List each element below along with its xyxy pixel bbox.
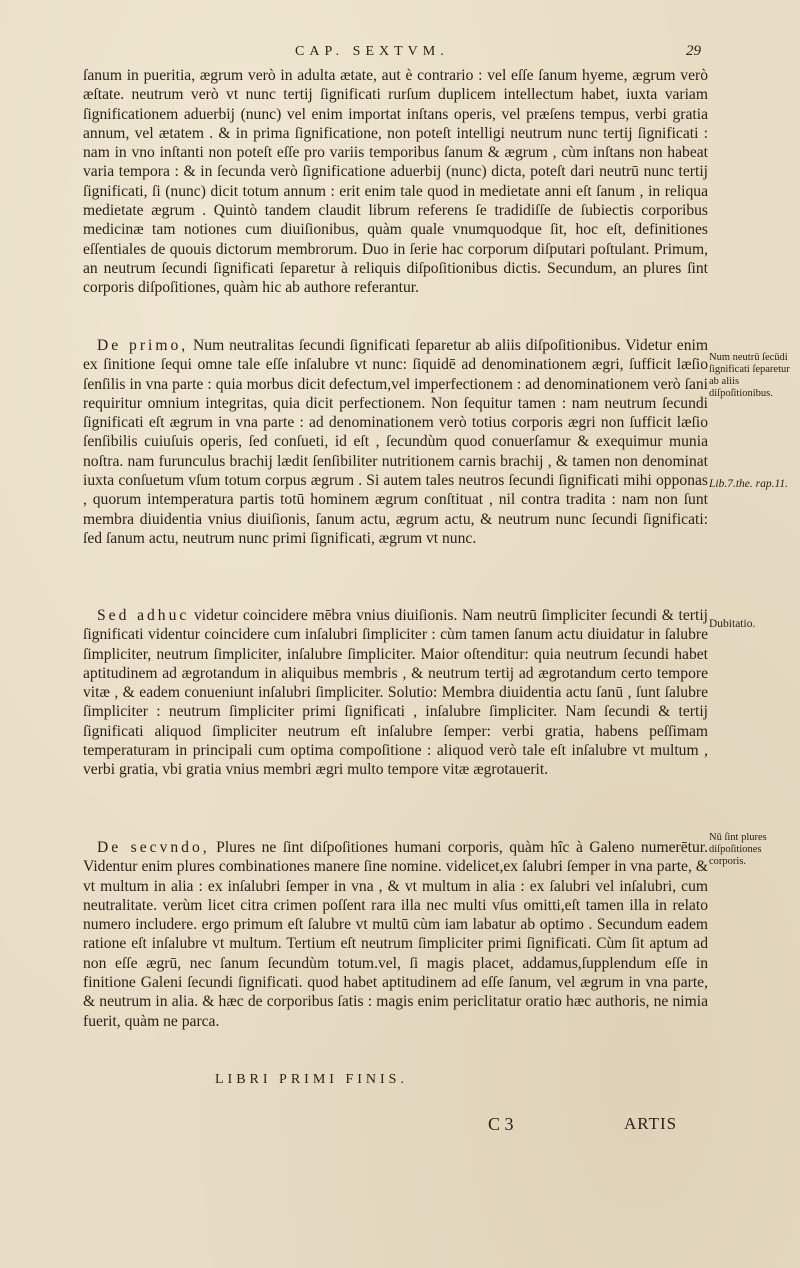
paragraph-3 — [83, 606, 708, 838]
paragraph-2-text: Num neutralitas ſecundi ſignificati ſeparetur ab aliis diſpoſitionibus. Videtur enim ex ſinitione ſequi omne tale eſſe inſalubre vt nunc: ſiquidē ad denominationem ægri, ſufficit læſio ſenſilis in vna parte : quia morbus dicit defectum,vel imperfectionem : ad denominationem verò ſani requiritur omnium integritas, quia dicit perfectionem. Non ſequitur tamen : nam neutrum ſecundi ſignificati eſt ægrum in vna parte : ad denominationem verò totius corporis ægri non ſufficit læſio ſenſibilis cuiuſuis operis, ſed conſueti, id eſt , ſecundùm quod conuerſamur & exequimur munia noſtra. nam furunculus brachij lædit ſenſibiliter nutritionem carnis brachij , & tamen non denominat iuxta conſuetum vſum totum corpus ægrum . Si autem tales neutros ſecundi ſignificati mihi opponas , quorum intemperatura partis totū hominem ægrum conſtituat , nil contra tradita : nam non ſunt membra diuidentia vnius diuiſionis, ſanum actu, ægrum actu, & neutrum nunc ſecundi ſignificati: ſed ſanum actu, neutrum nunc primi ſignificati, ægrum vt nunc. — [83, 337, 708, 547]
page-header — [0, 44, 800, 66]
page-number: 29 — [686, 43, 701, 59]
section-lead: De secvndo, — [97, 839, 210, 856]
signature-mark: C 3 — [488, 1114, 514, 1134]
margin-note-4: Nū ſint plures diſpoſitiones corporis. — [709, 832, 767, 867]
paragraph-4-text: Plures ne ſint diſpoſitiones humani corporis, quàm hîc à Galeno numerētur. Videntur enim plures combinationes manere ſine nomine. videlicet,ex ſalubri ſemper in vna parte, & vt multum in alia : ex inſalubri ſemper in vna , & vt multum in alia : ex ſalubri vel inſalubri, cum neutralitate. verùm licet citra crimen poſſent rara illa nec multi vſus omitti,eſt tamen illa in relato numero includere. ergo primum eſt ſalubre vt multū cùm iam labatur ab optimo . Secundum eadem ratione eſt inſalubre vt multum. Tertium eſt neutrum ſimpliciter primi ſignificati. Cùm ſit aptum ad non eſſe ægrū, nec ſanum ſecundùm totum.vel, ſi magis placet, addamus,ſupplendum eſſe in finitione Galeni ſecundi ſignificati. quod habet aptitudinem ad eſſe ſanum, vel ægrum in vna parte, & neutrum in alia. & hæc de corporibus ſatis : magis enim periclitatur oratio hæc authoris, ne nimia fuerit, quàm ne parca. — [83, 839, 708, 1030]
main-text — [83, 66, 708, 1070]
margin-note-2: Lib.7.the. rap.11. — [709, 478, 789, 490]
section-lead: De primo, — [97, 337, 189, 354]
paragraph-1: ſanum in pueritia, ægrum verò in adulta ætate, aut è contrario : vel eſſe ſanum hyeme, ægrum verò æſtate. neutrum verò vt nunc tertij ſignificati rurſum duplicem intellectum habet, iuxta variam ſignificationem aduerbij (nunc) vel enim importat inſtans operis, vel præſens tempus, verbi gratia annum, vel ætatem . & in prima ſignificatione, non poteſt intelligi neutrum nunc tertij ſignificati : nam in vno inſtanti non poteſt eſſe pro variis temporibus ſanum & ægrum , cùm inſtans non habeat varia tempora : & in ſecunda verò ſignificatione aduerbij (nunc) dicta, poteſt dari neutrū nunc tertij ſignificati, ſi (nunc) dicit totum annum : erit enim tale quod in medietate anni eſt ſanum , in reliqua medietate ægrum . Quintò tandem claudit librum referens ſe tradidiſſe de ſubiectis corporibus medicinæ tam notiones cum diuiſionibus, quàm quale vnumquodque ſit, hoc eſt, definitiones eſſentiales de quouis dictorum membrorum. Duo in ſerie hac corporum diſputari poſtulant. Primum, an neutrum ſecundi ſignificati ſeparetur à reliquis diſpoſitionibus dictis. Secundum, an plures ſint corporis diſpoſitiones, quàm hic ab authore referantur. — [83, 67, 708, 297]
paragraph-4 — [83, 838, 708, 1070]
margin-note-3: Dubitatio. — [709, 618, 756, 630]
running-head: CAP. SEXTVM. — [295, 44, 449, 59]
paragraph-3-text: videtur coincidere mēbra vnius diuiſionis. Nam neutrū ſimpliciter ſecundi & tertij ſignificati videntur coincidere cum inſalubri ſimpliciter : cùm tamen ſanum actu diuidatur in ſalubre ſimpliciter, neutrum ſimpliciter, inſalubre ſimpliciter. Maior oſtenditur: quia neutrum ſecundi habet aptitudinem ad ægrotandum in aliquibus membris , & neutrum tertij ad ægrotandum certo tempore vitæ , & eadem conueniunt inſalubri ſimpliciter. Solutio: Membra diuidentia actu ſanū , ſunt ſalubre ſimpliciter : neutrum ſimpliciter primi ſignificati , inſalubre ſimpliciter. Nam ſecundi & tertij ſignificati aliquod ſimpliciter neutrum eſt inſalubre ſemper: verbi gratia, habens peſſimam temperaturam in principali cum optima compoſitione : aliquod verò tale eſt inſalubre vt multum , verbi gratia, vbi gratia vnius membri ægri multo tempore vitæ ægrotauerit. — [83, 607, 708, 779]
catchword: ARTIS — [624, 1114, 678, 1133]
margin-note-1: Num neutrū ſecūdi ſignificati ſeparetur ab aliis diſpoſitionibus. — [709, 352, 790, 399]
paragraph-2 — [83, 336, 708, 606]
book-end-title: LIBRI PRIMI FINIS. — [215, 1072, 408, 1087]
section-lead: Sed adhuc — [97, 607, 190, 624]
